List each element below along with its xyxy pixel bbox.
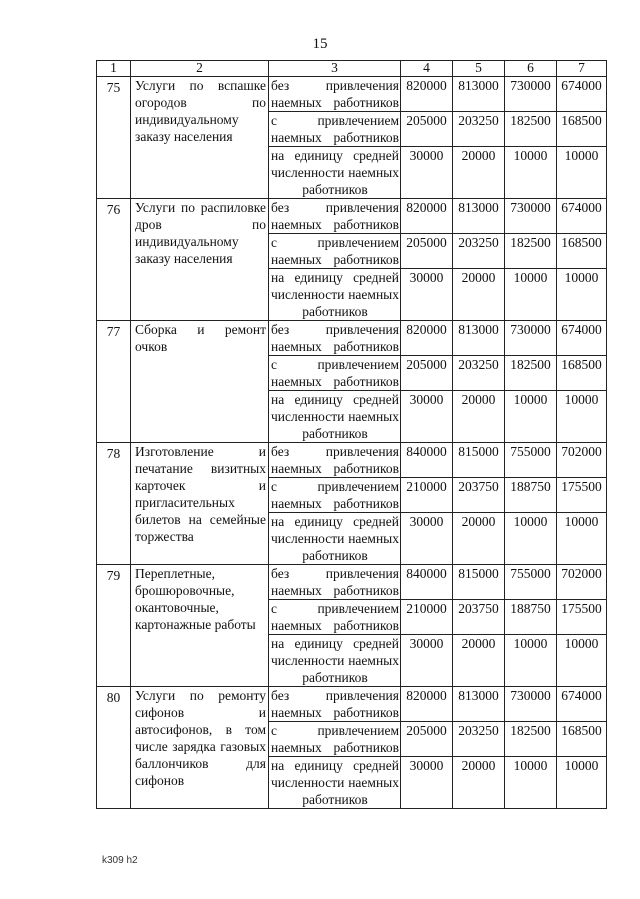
value-cell: 730000 [505, 199, 557, 234]
condition-cell: с привлечением наемных работников [269, 600, 401, 635]
value-cell: 813000 [453, 321, 505, 356]
value-cell: 674000 [557, 687, 607, 722]
row-number: 76 [97, 199, 131, 321]
value-cell: 702000 [557, 565, 607, 600]
footer-code: k309 h2 [102, 855, 138, 866]
row-number: 79 [97, 565, 131, 687]
value-cell: 10000 [557, 147, 607, 199]
value-cell: 20000 [453, 635, 505, 687]
service-name: Услуги по распиловке дров по индивидуальному заказу населения [131, 199, 269, 321]
value-cell: 10000 [505, 147, 557, 199]
value-cell: 182500 [505, 722, 557, 757]
value-cell: 20000 [453, 269, 505, 321]
service-name: Услуги по вспашке огородов по индивидуальному заказу населения [131, 77, 269, 199]
value-cell: 168500 [557, 112, 607, 147]
value-cell: 182500 [505, 356, 557, 391]
value-cell: 10000 [557, 391, 607, 443]
value-cell: 820000 [401, 321, 453, 356]
table-row [97, 77, 607, 112]
value-cell: 820000 [401, 199, 453, 234]
value-cell: 205000 [401, 112, 453, 147]
value-cell: 730000 [505, 77, 557, 112]
value-cell: 10000 [505, 635, 557, 687]
column-header: 1 [97, 61, 131, 77]
condition-cell: без привлечения наемных работников [269, 443, 401, 478]
page-number: 15 [312, 36, 328, 52]
value-cell: 203250 [453, 112, 505, 147]
column-header: 3 [269, 61, 401, 77]
column-header: 2 [131, 61, 269, 77]
service-name: Изготовление и печатание визитных карточек и пригласительных билетов на семейные торжества [131, 443, 269, 565]
table-row [97, 687, 607, 722]
condition-cell: с привлечением наемных работников [269, 356, 401, 391]
value-cell: 30000 [401, 635, 453, 687]
value-cell: 205000 [401, 722, 453, 757]
condition-cell: с привлечением наемных работников [269, 112, 401, 147]
value-cell: 203250 [453, 356, 505, 391]
condition-cell: без привлечения наемных работников [269, 199, 401, 234]
value-cell: 210000 [401, 478, 453, 513]
column-header: 5 [453, 61, 505, 77]
value-cell: 820000 [401, 77, 453, 112]
row-number: 77 [97, 321, 131, 443]
header-row [97, 61, 607, 77]
value-cell: 20000 [453, 757, 505, 809]
column-header: 7 [557, 61, 607, 77]
value-cell: 10000 [557, 269, 607, 321]
value-cell: 730000 [505, 321, 557, 356]
value-cell: 813000 [453, 687, 505, 722]
condition-cell: на единицу средней численности наемных работников [269, 757, 401, 809]
value-cell: 188750 [505, 600, 557, 635]
condition-cell: на единицу средней численности наемных работников [269, 391, 401, 443]
row-number: 80 [97, 687, 131, 809]
value-cell: 674000 [557, 199, 607, 234]
service-name: Переплетные, брошюровочные, окантовочные, картонажные работы [131, 565, 269, 687]
service-name: Сборка и ремонт очков [131, 321, 269, 443]
value-cell: 30000 [401, 147, 453, 199]
value-cell: 203750 [453, 478, 505, 513]
table-row [97, 565, 607, 600]
condition-cell: без привлечения наемных работников [269, 321, 401, 356]
value-cell: 813000 [453, 77, 505, 112]
value-cell: 168500 [557, 234, 607, 269]
value-cell: 674000 [557, 77, 607, 112]
tariff-table [96, 60, 607, 809]
value-cell: 730000 [505, 687, 557, 722]
condition-cell: без привлечения наемных работников [269, 687, 401, 722]
row-number: 78 [97, 443, 131, 565]
value-cell: 30000 [401, 269, 453, 321]
value-cell: 182500 [505, 234, 557, 269]
value-cell: 815000 [453, 443, 505, 478]
value-cell: 10000 [505, 391, 557, 443]
condition-cell: на единицу средней численности наемных работников [269, 635, 401, 687]
table-row [97, 443, 607, 478]
value-cell: 168500 [557, 356, 607, 391]
value-cell: 10000 [505, 269, 557, 321]
condition-cell: с привлечением наемных работников [269, 722, 401, 757]
value-cell: 840000 [401, 565, 453, 600]
value-cell: 203750 [453, 600, 505, 635]
value-cell: 168500 [557, 722, 607, 757]
condition-cell: на единицу средней численности наемных работников [269, 147, 401, 199]
value-cell: 20000 [453, 513, 505, 565]
value-cell: 210000 [401, 600, 453, 635]
value-cell: 820000 [401, 687, 453, 722]
value-cell: 205000 [401, 356, 453, 391]
value-cell: 188750 [505, 478, 557, 513]
condition-cell: на единицу средней численности наемных работников [269, 513, 401, 565]
value-cell: 10000 [505, 513, 557, 565]
value-cell: 20000 [453, 147, 505, 199]
table-row [97, 321, 607, 356]
value-cell: 182500 [505, 112, 557, 147]
value-cell: 30000 [401, 391, 453, 443]
value-cell: 813000 [453, 199, 505, 234]
value-cell: 30000 [401, 513, 453, 565]
value-cell: 175500 [557, 600, 607, 635]
service-name: Услуги по ремонту сифонов и автосифонов, в том числе зарядка газовых баллончиков для сифонов [131, 687, 269, 809]
table-row [97, 199, 607, 234]
value-cell: 815000 [453, 565, 505, 600]
condition-cell: без привлечения наемных работников [269, 77, 401, 112]
value-cell: 20000 [453, 391, 505, 443]
value-cell: 203250 [453, 722, 505, 757]
value-cell: 10000 [557, 757, 607, 809]
row-number: 75 [97, 77, 131, 199]
value-cell: 205000 [401, 234, 453, 269]
condition-cell: с привлечением наемных работников [269, 478, 401, 513]
value-cell: 175500 [557, 478, 607, 513]
value-cell: 30000 [401, 757, 453, 809]
value-cell: 10000 [557, 635, 607, 687]
condition-cell: на единицу средней численности наемных работников [269, 269, 401, 321]
column-header: 4 [401, 61, 453, 77]
condition-cell: с привлечением наемных работников [269, 234, 401, 269]
value-cell: 203250 [453, 234, 505, 269]
value-cell: 10000 [557, 513, 607, 565]
value-cell: 755000 [505, 443, 557, 478]
value-cell: 10000 [505, 757, 557, 809]
value-cell: 674000 [557, 321, 607, 356]
value-cell: 840000 [401, 443, 453, 478]
value-cell: 702000 [557, 443, 607, 478]
value-cell: 755000 [505, 565, 557, 600]
column-header: 6 [505, 61, 557, 77]
condition-cell: без привлечения наемных работников [269, 565, 401, 600]
